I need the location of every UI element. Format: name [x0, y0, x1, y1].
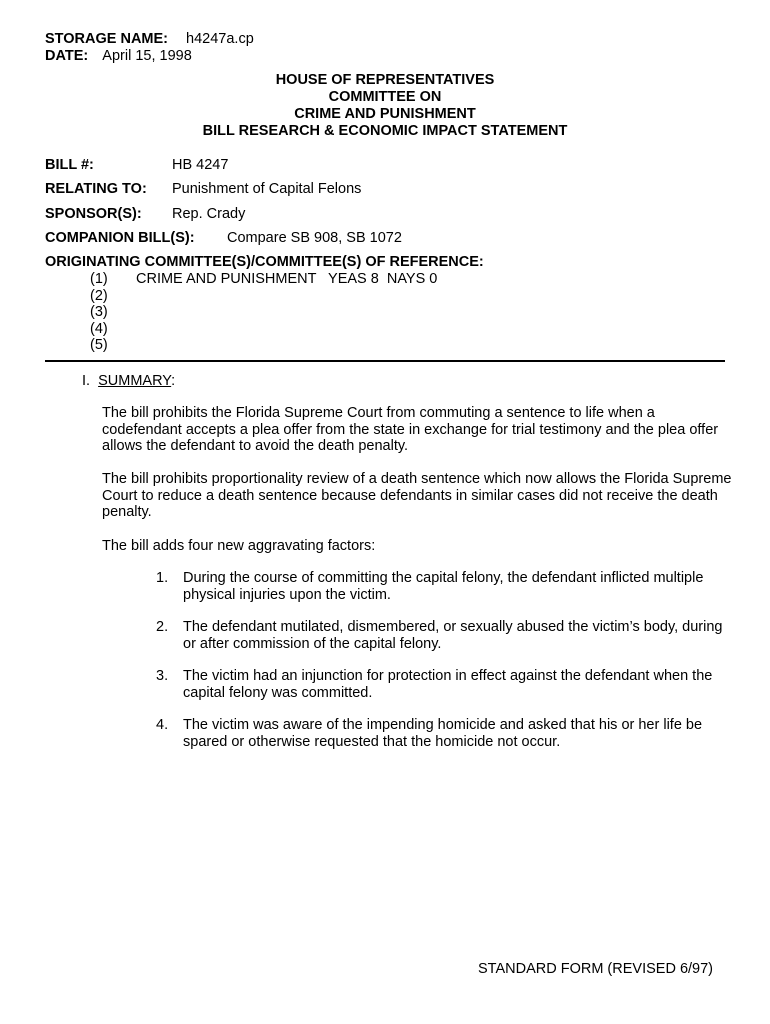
date-value: April 15, 1998	[102, 48, 192, 64]
summary-title: SUMMARY	[98, 373, 172, 389]
summary-heading: I. SUMMARY:	[82, 373, 176, 389]
companion-row: COMPANION BILL(S):	[45, 230, 195, 246]
factor-number: 2.	[156, 619, 169, 635]
storage-name-value: h4247a.cp	[186, 31, 254, 47]
reference-row	[90, 288, 108, 305]
summary-paragraph-1: The bill prohibits the Florida Supreme Court from commuting a sentence to life when a codefendant accepts a plea offer from the state in exchange for trial testimony and the plea offer allows the defendant to avoid the death penalty.	[102, 405, 719, 454]
bill-number-value: HB 4247	[172, 157, 229, 173]
title-line-4: BILL RESEARCH & ECONOMIC IMPACT STATEMENT	[202, 123, 568, 139]
reference-number: (1)	[90, 271, 108, 287]
reference-number: (3)	[90, 304, 108, 320]
reference-text: CRIME AND PUNISHMENT YEAS 8 NAYS 0	[136, 271, 438, 287]
reference-row	[90, 321, 108, 338]
originating-label: ORIGINATING COMMITTEE(S)/COMMITTEE(S) OF REFERENCE	[45, 254, 479, 270]
title-line-3: CRIME AND PUNISHMENT	[294, 106, 476, 122]
reference-number: (4)	[90, 321, 108, 337]
title-line-2: COMMITTEE ON	[328, 89, 442, 105]
title-line-1: HOUSE OF REPRESENTATIVES	[275, 72, 495, 88]
factor-text: During the course of committing the capital felony, the defendant inflicted multiple physical injuries upon the victim.	[183, 570, 704, 603]
factor-number: 1.	[156, 570, 169, 586]
storage-name-row: STORAGE NAME: h4247a.cp	[45, 31, 254, 47]
date-row: DATE: April 15, 1998	[45, 48, 192, 64]
sponsor-label: SPONSOR(S)	[45, 206, 137, 222]
summary-paragraph-2: The bill prohibits proportionality review of a death sentence which now allows the Florida Supreme Court to reduce a death sentence because defendants in similar cases did not receive the death penalty.	[102, 471, 732, 520]
reference-number: (5)	[90, 337, 108, 353]
companion-value: Compare SB 908, SB 1072	[227, 230, 402, 246]
factor-number: 3.	[156, 668, 169, 684]
reference-number: (2)	[90, 288, 108, 304]
factor-text: The defendant mutilated, dismembered, or sexually abused the victim’s body, during or after commission of the capital felony.	[183, 619, 723, 652]
bill-number-label: BILL #	[45, 157, 90, 173]
factor-number: 4.	[156, 717, 169, 733]
summary-paragraph-3: The bill adds four new aggravating factors:	[102, 538, 376, 554]
date-label: DATE	[45, 48, 84, 64]
factor-text: The victim had an injunction for protection in effect against the defendant when the capital felony was committed.	[183, 668, 713, 701]
bill-number-row: BILL #:	[45, 157, 94, 173]
summary-section-number: I.	[82, 373, 91, 389]
section-divider	[45, 360, 725, 362]
standard-form-footer: STANDARD FORM (REVISED 6/97)	[478, 961, 713, 977]
title-block	[0, 72, 770, 140]
reference-row	[90, 304, 108, 321]
sponsor-row: SPONSOR(S):	[45, 206, 142, 222]
relating-to-label: RELATING TO	[45, 181, 142, 197]
reference-row	[90, 337, 108, 354]
storage-name-label: STORAGE NAME	[45, 31, 164, 47]
reference-row	[90, 271, 438, 288]
originating-row: ORIGINATING COMMITTEE(S)/COMMITTEE(S) OF REFERENCE:	[45, 254, 484, 270]
companion-label: COMPANION BILL(S)	[45, 230, 190, 246]
sponsor-value: Rep. Crady	[172, 206, 246, 222]
relating-to-row: RELATING TO:	[45, 181, 147, 197]
relating-to-value: Punishment of Capital Felons	[172, 181, 362, 197]
factor-text: The victim was aware of the impending homicide and asked that his or her life be spared or otherwise requested that the homicide not occur.	[183, 717, 703, 750]
